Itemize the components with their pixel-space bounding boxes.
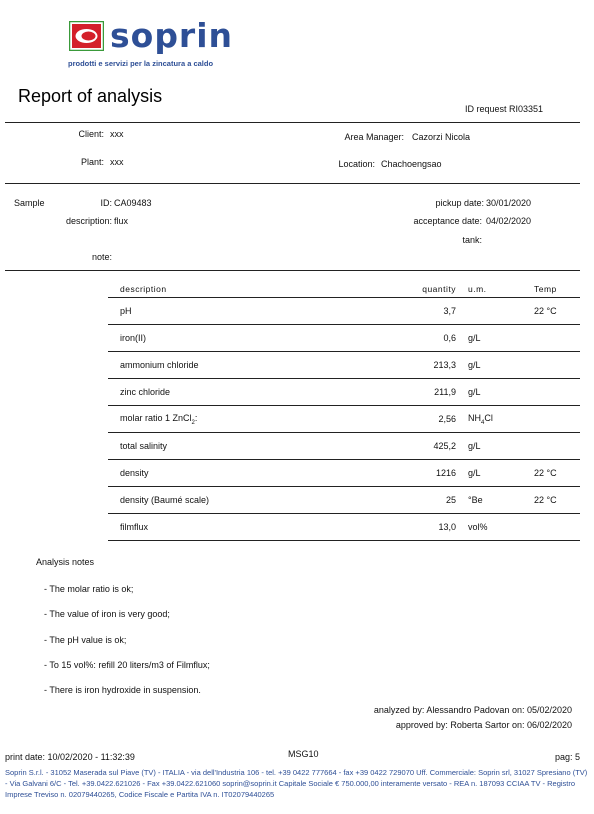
location-label: Location: <box>338 159 375 169</box>
cell-unit-subscript: 4 <box>481 419 485 426</box>
cell-description <box>108 406 384 433</box>
cell-unit <box>462 406 522 433</box>
table-row <box>108 406 580 433</box>
cell-unit: g/L <box>462 352 522 379</box>
divider <box>5 122 580 123</box>
note-label: note: <box>91 252 112 262</box>
note-item: - The pH value is ok; <box>44 635 127 645</box>
cell-description-text: molar ratio 1 ZnCl <box>120 412 192 423</box>
cell-description: filmflux <box>108 514 384 541</box>
table-row <box>108 514 580 541</box>
table-row <box>108 487 580 514</box>
table-row <box>108 379 580 406</box>
analyzed-by: analyzed by: Alessandro Padovan on: 05/02/2020 <box>373 705 572 715</box>
cell-temp <box>522 379 580 406</box>
area-manager-label: Area Manager: <box>344 132 404 142</box>
table-row <box>108 433 580 460</box>
cell-description: density <box>108 460 384 487</box>
cell-unit: g/L <box>462 433 522 460</box>
cell-description-subscript: 2 <box>191 419 195 426</box>
cell-unit: g/L <box>462 325 522 352</box>
table-row <box>108 352 580 379</box>
cell-temp <box>522 514 580 541</box>
note-item: - The value of iron is very good; <box>44 609 170 619</box>
sample-id-label: ID: <box>100 198 112 208</box>
cell-description: density (Baumé scale) <box>108 487 384 514</box>
cell-description: ammonium chloride <box>108 352 384 379</box>
sample-label: Sample <box>14 198 45 208</box>
cell-temp <box>522 433 580 460</box>
cell-quantity: 3,7 <box>384 298 462 325</box>
divider <box>5 183 580 184</box>
tank-label: tank: <box>462 235 482 245</box>
table-row <box>108 298 580 325</box>
cell-quantity: 13,0 <box>384 514 462 541</box>
cell-description: iron(II) <box>108 325 384 352</box>
cell-temp: 22 °C <box>522 298 580 325</box>
cell-unit: vol% <box>462 514 522 541</box>
column-header-temp: Temp <box>522 281 580 298</box>
brand-tagline: prodotti e servizi per la zincatura a caldo <box>68 59 214 68</box>
column-header-quantity: quantity <box>384 281 462 298</box>
page-title: Report of analysis <box>18 86 163 106</box>
area-manager-value: Cazorzi Nicola <box>412 132 471 142</box>
cell-unit-text: NH <box>468 412 481 423</box>
client-value: xxx <box>110 129 124 139</box>
cell-quantity: 1216 <box>384 460 462 487</box>
cell-temp <box>522 325 580 352</box>
table-row <box>108 460 580 487</box>
cell-description: pH <box>108 298 384 325</box>
cell-temp <box>522 406 580 433</box>
note-item: - There is iron hydroxide in suspension. <box>44 685 201 695</box>
plant-value: xxx <box>110 157 124 167</box>
cell-description: total salinity <box>108 433 384 460</box>
soprin-logo-icon <box>69 21 104 51</box>
cell-quantity: 0,6 <box>384 325 462 352</box>
divider <box>5 270 580 271</box>
column-header-unit: u.m. <box>462 281 522 298</box>
acceptance-date-value: 04/02/2020 <box>486 216 532 226</box>
cell-quantity: 211,9 <box>384 379 462 406</box>
pickup-date-value: 30/01/2020 <box>486 198 532 208</box>
cell-unit-tail: Cl <box>484 412 493 423</box>
location-value: Chachoengsao <box>381 159 442 169</box>
page-number: pag: 5 <box>555 752 581 762</box>
brand-name: soprin <box>110 16 234 55</box>
results-table <box>108 281 580 541</box>
approved-by: approved by: Roberta Sartor on: 06/02/2020 <box>395 720 572 730</box>
document-code: MSG10 <box>288 749 319 759</box>
company-footer: Soprin S.r.l. - 31052 Maserada sul Piave (TV) - ITALIA - via dell'Industria 106 - tel. +39 0422 777664 - fax +39 0422 729070 Uff. Commerciale: Soprin srl, 31027 Spresiano (TV) - Via Galvani 6/C - Tel. +39.0422.621026 - Fax +39.0422.621060 soprin@soprin.it Capitale Sociale € 750.000,00 interamente versato - REA n. 187093 CCIAA TV - Registro Imprese Treviso n. 02079440265, Codice Fiscale e Partita IVA n. IT02079440265 <box>5 768 588 799</box>
cell-quantity: 2,56 <box>384 406 462 433</box>
analysis-notes-title: Analysis notes <box>36 557 95 567</box>
cell-unit <box>462 298 522 325</box>
cell-temp: 22 °C <box>522 487 580 514</box>
note-item: - The molar ratio is ok; <box>44 584 134 594</box>
cell-quantity: 425,2 <box>384 433 462 460</box>
column-header-description: description <box>108 281 384 298</box>
acceptance-date-label: acceptance date: <box>413 216 482 226</box>
description-label: description: <box>65 216 112 226</box>
print-date: print date: 10/02/2020 - 11:32:39 <box>5 752 135 762</box>
cell-temp <box>522 352 580 379</box>
cell-quantity: 25 <box>384 487 462 514</box>
table-header-row <box>108 281 580 298</box>
table-row <box>108 325 580 352</box>
pickup-date-label: pickup date: <box>435 198 484 208</box>
plant-label: Plant: <box>80 157 104 167</box>
cell-unit: °Be <box>462 487 522 514</box>
cell-quantity: 213,3 <box>384 352 462 379</box>
request-id: ID request RI03351 <box>465 104 544 114</box>
description-value: flux <box>114 216 129 226</box>
note-item: - To 15 vol%: refill 20 liters/m3 of Filmflux; <box>44 660 210 670</box>
cell-description: zinc chloride <box>108 379 384 406</box>
sample-id-value: CA09483 <box>114 198 152 208</box>
cell-temp: 22 °C <box>522 460 580 487</box>
cell-unit: g/L <box>462 379 522 406</box>
cell-unit: g/L <box>462 460 522 487</box>
cell-description-tail: : <box>194 412 198 423</box>
client-label: Client: <box>78 129 104 139</box>
